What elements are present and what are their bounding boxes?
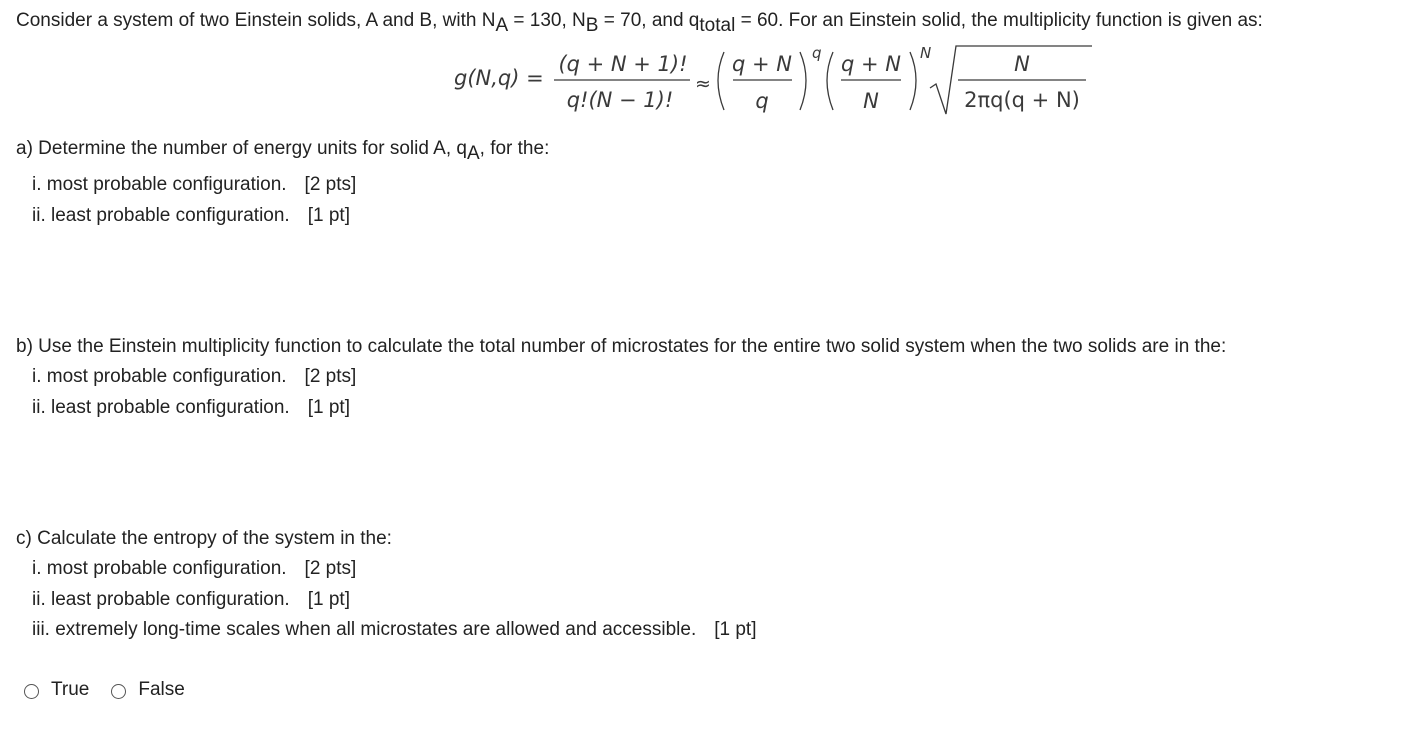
option-false[interactable]: [111, 679, 184, 701]
option-true[interactable]: [24, 679, 89, 701]
part-c-item-1: [32, 558, 356, 580]
part-b-item-1: [32, 366, 356, 388]
part-c-item-3: [32, 619, 756, 641]
item-points: [1 pt]: [307, 397, 350, 418]
part-a-item-2: [32, 205, 350, 227]
formula-fraction-denominator: q!(N − 1)!: [566, 88, 674, 112]
item-text: iii. extremely long-time scales when all microstates are allowed and accessible.: [32, 619, 697, 640]
formula-paren-1-numerator: q + N: [732, 52, 792, 76]
intro-text-1: Consider a system of two Einstein solids, A and B, with N: [16, 10, 496, 31]
formula-lhs: g(N,q) =: [454, 66, 544, 90]
intro-text-2: = 130, N: [508, 10, 586, 31]
formula-paren-2-right: [910, 52, 916, 110]
part-c-item-2: [32, 589, 350, 611]
item-points: [1 pt]: [307, 589, 350, 610]
part-c-heading: c) Calculate the entropy of the system in the:: [16, 528, 392, 549]
formula-paren-1-left: [718, 52, 724, 110]
problem-intro: [16, 10, 1263, 36]
formula-sqrt-numerator: N: [1014, 52, 1030, 76]
formula-paren-2-exponent: N: [920, 44, 932, 62]
item-points: [2 pts]: [304, 174, 357, 195]
item-text: ii. least probable configuration.: [32, 589, 290, 610]
part-a-heading-tail: , for the:: [479, 138, 550, 159]
part-a-item-1: [32, 174, 356, 196]
intro-sub-a: A: [495, 15, 509, 36]
part-b-item-2: [32, 397, 350, 419]
part-a-heading: [16, 138, 550, 164]
item-points: [1 pt]: [714, 619, 757, 640]
part-b-heading: b) Use the Einstein multiplicity function to calculate the total number of microstates for the entire two solid system when the two solids are in the:: [16, 336, 1227, 357]
intro-text-3: = 70, and q: [598, 10, 700, 31]
formula-approx: ≈: [695, 73, 711, 95]
radio-true[interactable]: [24, 684, 39, 699]
formula-paren-1-denominator: q: [755, 89, 769, 113]
item-points: [2 pts]: [304, 366, 357, 387]
multiplicity-formula: [440, 40, 1100, 120]
item-points: [2 pts]: [304, 558, 357, 579]
formula-paren-2-numerator: q + N: [841, 52, 901, 76]
item-text: i. most probable configuration.: [32, 558, 287, 579]
formula-paren-2-left: [827, 52, 833, 110]
formula-sqrt-denominator: 2πq(q + N): [964, 88, 1080, 112]
intro-sub-total: total: [699, 15, 736, 36]
formula-paren-1-exponent: q: [812, 44, 822, 62]
part-a-heading-sub: A: [466, 143, 480, 164]
formula-paren-2-denominator: N: [863, 89, 879, 113]
item-points: [1 pt]: [307, 205, 350, 226]
formula-fraction-numerator: (q + N + 1)!: [558, 52, 688, 76]
intro-sub-b: B: [585, 15, 599, 36]
item-text: i. most probable configuration.: [32, 366, 287, 387]
option-false-label: False: [138, 679, 185, 700]
item-text: ii. least probable configuration.: [32, 397, 290, 418]
option-true-label: True: [51, 679, 90, 700]
intro-text-4: = 60. For an Einstein solid, the multiplicity function is given as:: [735, 10, 1263, 31]
item-text: ii. least probable configuration.: [32, 205, 290, 226]
formula-paren-1-right: [800, 52, 806, 110]
item-text: i. most probable configuration.: [32, 174, 287, 195]
radio-false[interactable]: [111, 684, 126, 699]
part-a-heading-text: a) Determine the number of energy units for solid A, q: [16, 138, 467, 159]
true-false-options: [24, 679, 207, 701]
